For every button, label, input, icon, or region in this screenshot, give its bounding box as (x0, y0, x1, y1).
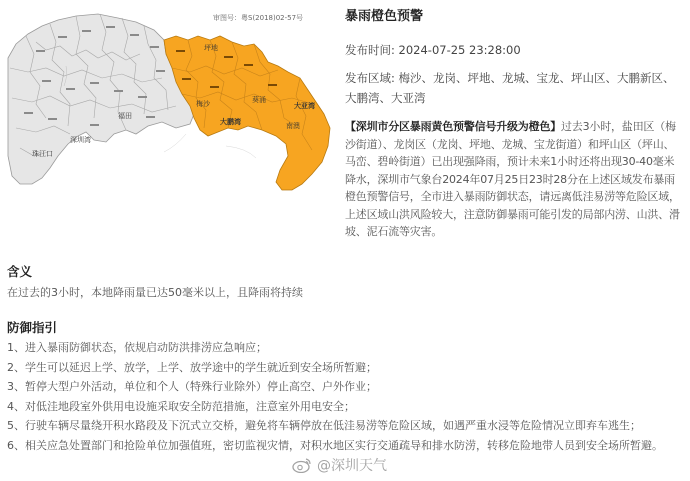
guide-item: 4、对低洼地段室外供用电设施采取安全防范措施，注意室外用电安全； (7, 399, 355, 413)
meaning-title: 含义 (7, 264, 33, 279)
guide-item: 5、行驶车辆尽量绕开积水路段及下沉式立交桥，避免将车辆停放在低洼易涝等危险区域，如遇严重水浸等危险情况立即弃车逃生； (7, 419, 641, 432)
guide-section (7, 318, 685, 455)
publish-areas-row (345, 68, 683, 108)
map-label-shenzhenwan: 深圳湾 (70, 136, 91, 144)
warning-description-body: 过去3小时，盐田区（梅沙街道）、龙岗区（龙岗、坪地、龙城、宝龙街道）和坪山区（坪山、马峦、碧岭街道）已出现强降雨，预计未来1小时还将出现30-40毫米降水，深圳市气象台2024年07月25日23时28分在上述区域发布暴雨橙色预警信号，全市进入暴雨防御状态，请远离低洼易涝等危险区域，上述区域山洪风险较大，注意防御暴雨可能引发的局部内涝、山洪、滑坡、泥石流等灾害。 (345, 120, 680, 238)
guide-item: 1、进入暴雨防御状态，依规启动防洪排涝应急响应； (7, 341, 267, 354)
publish-time-value: 2024-07-25 23:28:00 (398, 43, 521, 57)
warning-title: 暴雨橙色预警 (345, 9, 424, 24)
guide-title: 防御指引 (7, 320, 58, 335)
map-label-dayawan: 大亚湾 (294, 102, 315, 110)
guide-item: 6、相关应急处置部门和抢险单位加强值班，密切监视灾情，对积水地区实行交通疏导和排水防涝，转移危险地带人员到安全场所暂避。 (7, 438, 663, 452)
guide-item: 3、暂停大型户外活动，单位和个人（特殊行业除外）停止高空、户外作业； (7, 380, 377, 393)
publish-time-row (345, 40, 683, 60)
publish-areas-value: 梅沙、龙岗、坪地、龙城、宝龙、坪山区、大鹏新区、大鹏湾、大亚湾 (345, 71, 675, 105)
watermark (292, 455, 387, 475)
warning-map (6, 6, 338, 193)
warning-description-headline: 【深圳市分区暴雨黄色预警信号升级为橙色】 (345, 120, 561, 133)
map-label-dapengwan: 大鹏湾 (220, 118, 241, 126)
map-approval-number: 审图号：粤S(2018)02-57号 (213, 14, 304, 22)
warning-map-svg (6, 6, 338, 193)
meaning-text: 在过去的3小时，本地降雨量已达50毫米以上，且降雨将持续 (7, 286, 303, 299)
watermark-text: @深圳天气 (317, 458, 387, 474)
map-label-futian: 福田 (118, 112, 132, 120)
publish-areas-label: 发布区域: (345, 71, 395, 85)
map-label-kuiyong: 葵涌 (252, 96, 266, 104)
warning-description (345, 118, 683, 241)
guide-item: 2、学生可以延迟上学、放学，上学、放学途中的学生就近到安全场所暂避； (7, 360, 377, 374)
map-label-pingdi: 坪地 (204, 44, 218, 52)
map-label-meisha: 梅沙 (196, 100, 210, 108)
guide-list (7, 338, 685, 455)
publish-time-label: 发布时间: (345, 43, 395, 57)
map-label-nanao: 南澳 (286, 122, 300, 130)
map-label-zhujiangkou: 珠江口 (32, 150, 53, 158)
weibo-logo-icon (292, 457, 312, 473)
meaning-section (7, 262, 685, 302)
warning-info-panel (345, 8, 683, 241)
